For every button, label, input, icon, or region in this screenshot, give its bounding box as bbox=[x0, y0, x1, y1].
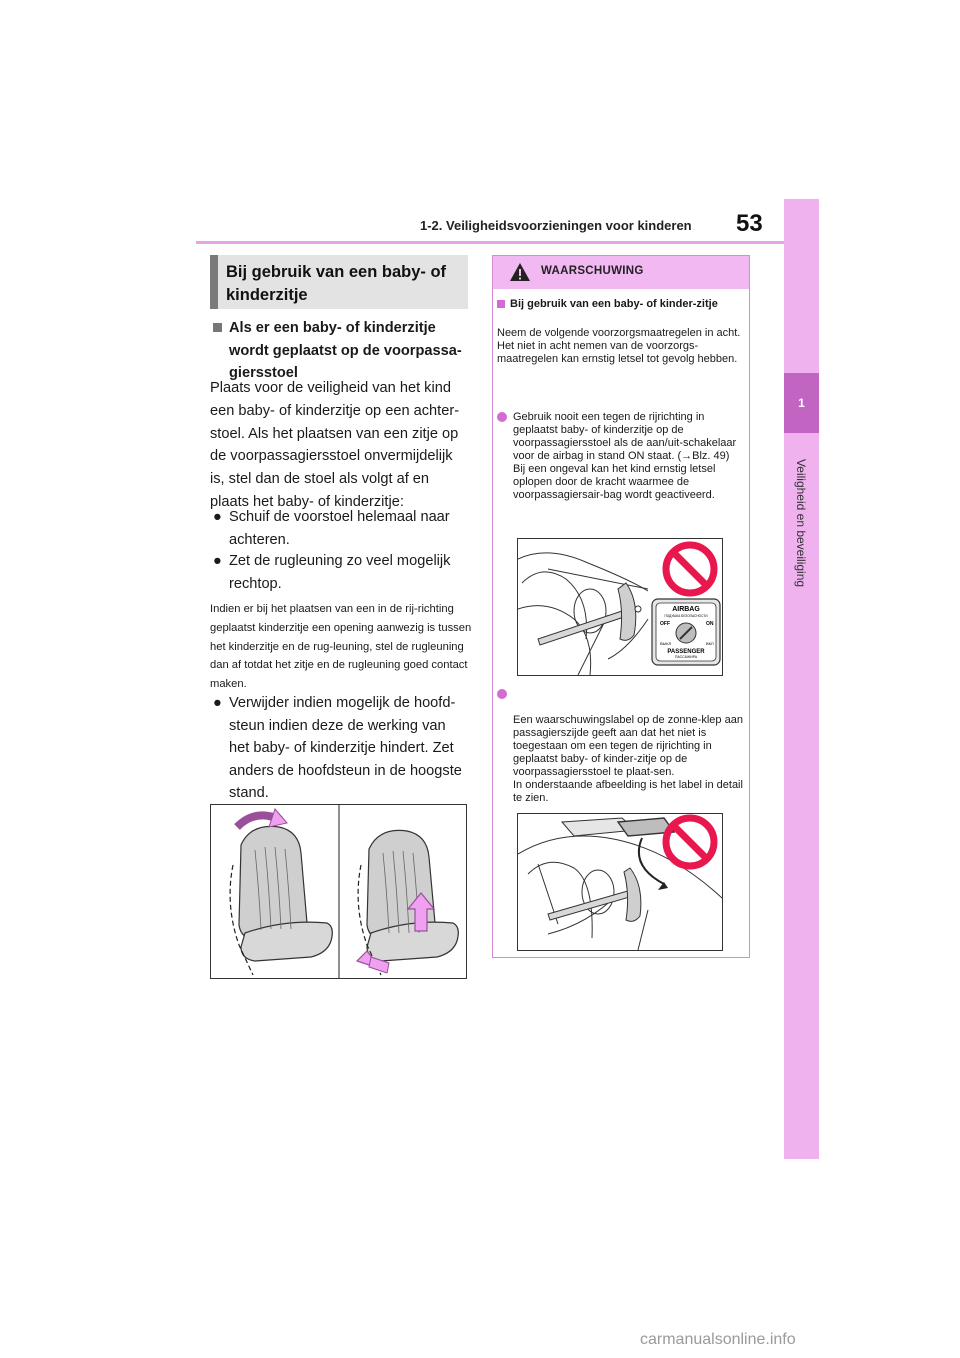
intro-paragraph: Plaats voor de veiligheid van het kind een baby- of kinderzitje op een achter-stoel. Als het plaatsen van een zitje op de voorpassagiersstoel onvermijdelijk is, stel dan de stoel als volgt af en plaats het baby- of kinderzitje: bbox=[210, 380, 460, 510]
bullet-icon: ● bbox=[213, 695, 222, 711]
seat-adjustment-illustration bbox=[210, 804, 467, 979]
warning-subheading-text: Bij gebruik van een baby- of kinder-zitje bbox=[510, 298, 718, 310]
watermark: carmanualsonline.info bbox=[640, 1331, 796, 1348]
airbag-on-alt-label: ВКЛ bbox=[706, 641, 714, 646]
bullet-icon bbox=[497, 689, 507, 699]
square-bullet-icon bbox=[497, 300, 505, 308]
section-heading: Bij gebruik van een baby- of kinderzitje bbox=[226, 263, 447, 304]
note-paragraph: Indien er bij het plaatsen van een in de rij-richting geplaatst kinderzitje een opening aanwezig is tussen het kinderzitje en de rug-leuning, stel de rugleuning dan af totdat het zitje en de rugleuning goed contact maken. bbox=[210, 603, 472, 691]
subheading bbox=[213, 317, 465, 385]
square-bullet-icon bbox=[213, 323, 222, 332]
warning-intro: Neem de volgende voorzorgsmaatregelen in acht. Het niet in acht nemen van de voorzorgs-maatregelen kan ernstig letsel tot gevolg hebben. bbox=[497, 327, 741, 365]
warning-header bbox=[493, 256, 749, 289]
list-item bbox=[213, 506, 469, 551]
prohibition-icon bbox=[666, 545, 714, 593]
seat-adjustment-icon bbox=[211, 805, 466, 978]
page-number: 53 bbox=[736, 210, 763, 237]
bullet-icon bbox=[497, 412, 507, 422]
section-heading-box bbox=[210, 255, 468, 309]
subheading-text: Als er een baby- of kinderzitje wordt geplaatst op de voorpassa-giersstoel bbox=[229, 320, 462, 381]
airbag-off-alt-label: ВЫКЛ bbox=[660, 641, 672, 646]
airbag-subtitle: ПОДУШКА БЕЗОПАСНОСТИ bbox=[664, 614, 708, 618]
chapter-side-tab bbox=[784, 199, 819, 1159]
bullet-icon: ● bbox=[213, 553, 222, 569]
list-item-text: Zet de rugleuning zo veel mogelijk rechtop. bbox=[229, 553, 451, 592]
bullet-icon: ● bbox=[213, 509, 222, 525]
airbag-title: AIRBAG bbox=[672, 606, 700, 613]
prohibition-icon bbox=[666, 818, 714, 866]
airbag-switch-illustration bbox=[517, 538, 723, 676]
warning-list-item-text: Een waarschuwingslabel op de zonne-klep aan passagierszijde geeft aan dat het niet is toegestaan om een tegen de rijrichting in geplaatst baby- of kinder-zitje op de voorpassagiersstoel te plaat-sen. In onderstaande afbeelding is het label in detail te zien. bbox=[513, 714, 743, 804]
warning-list-item-text: Gebruik nooit een tegen de rijrichting in geplaatst baby- of kinderzitje op de voorpassagiersstoel als de aan/uit-schakelaar voor de airbag in stand ON staat. (→Blz. 49) Bij een ongeval kan het kind ernstig letsel oplopen door de kracht waarmee de voorpassagiersair-bag wordt geactiveerd. bbox=[513, 411, 737, 501]
warning-subheading bbox=[497, 298, 743, 311]
warning-title: WAARSCHUWING bbox=[541, 265, 644, 277]
chapter-number-tab[interactable]: 1 bbox=[784, 373, 819, 433]
sun-visor-icon bbox=[518, 814, 722, 950]
list-item bbox=[213, 692, 469, 805]
warning-list-item bbox=[497, 411, 743, 502]
airbag-passenger-alt-label: ПАССАЖИРА bbox=[674, 655, 698, 659]
warning-box bbox=[492, 255, 750, 958]
section-heading-bar bbox=[210, 255, 218, 309]
header-divider bbox=[196, 241, 784, 244]
list-item-text: Schuif de voorstoel helemaal naar achteren. bbox=[229, 509, 450, 548]
list-item bbox=[213, 550, 469, 595]
airbag-passenger-label: PASSENGER bbox=[667, 649, 705, 655]
airbag-switch-icon bbox=[518, 539, 722, 675]
chapter-label: Veiligheid en beveiliging bbox=[794, 458, 808, 588]
sun-visor-label-illustration bbox=[517, 813, 723, 951]
warning-list-item bbox=[497, 688, 743, 818]
airbag-off-label: OFF bbox=[660, 621, 670, 627]
running-header-title: 1-2. Veiligheidsvoorzieningen voor kinderen bbox=[420, 218, 692, 233]
warning-triangle-icon bbox=[509, 262, 531, 282]
airbag-on-label: ON bbox=[706, 621, 714, 627]
list-item-text: Verwijder indien mogelijk de hoofd-steun indien deze de werking van het baby- of kinderzitje hindert. Zet anders de hoofdsteun in de hoogste stand. bbox=[229, 695, 462, 801]
